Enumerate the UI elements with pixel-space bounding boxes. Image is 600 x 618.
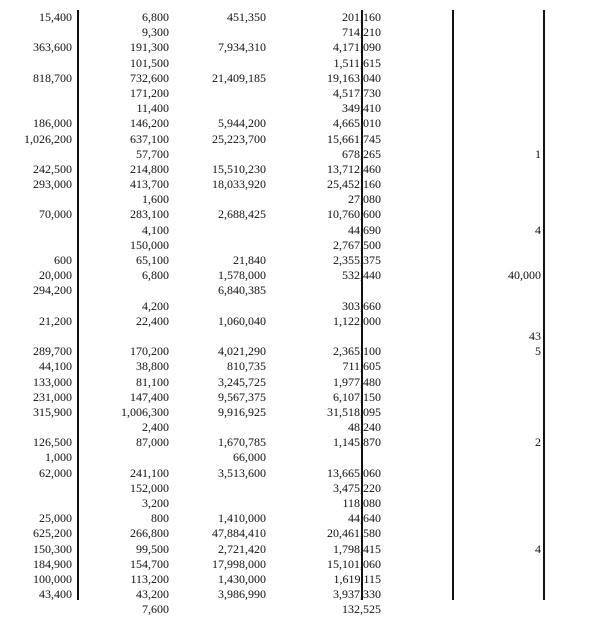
table-cell: 4,517,730 bbox=[333, 85, 381, 100]
table-row bbox=[0, 40, 600, 55]
table-row bbox=[0, 359, 600, 374]
table-cell: 113,200 bbox=[130, 571, 169, 586]
table-cell: 171,200 bbox=[130, 85, 169, 100]
table-cell: 9,300 bbox=[142, 25, 169, 40]
table-cell: 154,700 bbox=[130, 556, 169, 571]
table-cell: 1,798,415 bbox=[333, 541, 381, 556]
table-cell: 81,100 bbox=[136, 374, 169, 389]
table-row bbox=[0, 147, 600, 162]
table-cell: 2 bbox=[535, 435, 541, 450]
table-cell: 1,006,300 bbox=[121, 404, 169, 419]
table-cell: 44,100 bbox=[39, 359, 72, 374]
table-cell: 13,712,460 bbox=[327, 161, 381, 176]
table-row bbox=[0, 56, 600, 71]
table-cell: 231,000 bbox=[33, 389, 72, 404]
table-row bbox=[0, 405, 600, 420]
table-cell: 21,840 bbox=[233, 253, 266, 267]
table-cell: 9,567,375 bbox=[218, 389, 266, 404]
table-cell: 241,100 bbox=[130, 465, 169, 480]
table-cell: 3,513,600 bbox=[218, 465, 266, 480]
table-row bbox=[0, 177, 600, 192]
table-row bbox=[0, 435, 600, 450]
table-cell: 532,440 bbox=[342, 268, 381, 283]
table-cell: 315,900 bbox=[33, 404, 72, 419]
table-cell: 15,400 bbox=[39, 10, 72, 24]
table-cell: 363,600 bbox=[33, 40, 72, 55]
table-cell: 3,200 bbox=[142, 496, 169, 510]
table-cell: 147,400 bbox=[130, 389, 169, 404]
table-cell: 7,934,310 bbox=[218, 40, 266, 55]
table-cell: 21,409,185 bbox=[212, 70, 266, 85]
table-cell: 170,200 bbox=[130, 344, 169, 359]
table-cell: 150,000 bbox=[130, 237, 169, 252]
table-row bbox=[0, 25, 600, 40]
table-cell: 4 bbox=[535, 541, 541, 556]
table-row bbox=[0, 86, 600, 101]
table-cell: 20,000 bbox=[39, 268, 72, 283]
table-cell: 1,000 bbox=[45, 450, 72, 465]
table-cell: 150,300 bbox=[33, 541, 72, 556]
table-cell: 21,200 bbox=[39, 313, 72, 328]
table-cell: 191,300 bbox=[130, 40, 169, 55]
table-cell: 678,265 bbox=[342, 146, 381, 161]
table-cell: 13,665,060 bbox=[327, 465, 381, 480]
table-cell: 15,101,060 bbox=[327, 556, 381, 571]
table-cell: 3,937,330 bbox=[333, 587, 381, 602]
table-row bbox=[0, 450, 600, 465]
table-row bbox=[0, 587, 600, 602]
table-cell: 349,410 bbox=[342, 101, 381, 116]
table-cell: 70,000 bbox=[39, 207, 72, 222]
table-cell: 4,100 bbox=[142, 222, 169, 237]
table-cell: 25,000 bbox=[39, 511, 72, 526]
table-cell: 1,511,615 bbox=[333, 55, 381, 70]
table-cell: 40,000 bbox=[508, 268, 541, 283]
table-cell: 65,100 bbox=[136, 253, 169, 267]
table-cell: 637,100 bbox=[130, 131, 169, 146]
table-cell: 714,210 bbox=[342, 25, 381, 40]
table-row bbox=[0, 10, 600, 25]
table-row bbox=[0, 299, 600, 314]
table-row bbox=[0, 253, 600, 268]
table-cell: 5,944,200 bbox=[218, 116, 266, 131]
table-cell: 3,475,220 bbox=[333, 480, 381, 495]
table-cell: 818,700 bbox=[33, 70, 72, 85]
table-cell: 800 bbox=[151, 511, 169, 526]
table-cell: 100,000 bbox=[33, 571, 72, 586]
table-cell: 66,000 bbox=[233, 450, 266, 465]
table-row bbox=[0, 390, 600, 405]
table-cell: 6,840,385 bbox=[218, 283, 266, 298]
table-cell: 1 bbox=[535, 146, 541, 161]
table-cell: 214,800 bbox=[130, 161, 169, 176]
table-cell: 57,700 bbox=[136, 146, 169, 161]
table-row bbox=[0, 329, 600, 344]
table-cell: 152,000 bbox=[130, 480, 169, 495]
table-row bbox=[0, 481, 600, 496]
table-cell: 6,800 bbox=[142, 268, 169, 283]
table-cell: 146,200 bbox=[130, 116, 169, 131]
table-cell: 1,600 bbox=[142, 192, 169, 207]
table-cell: 2,767,500 bbox=[333, 237, 381, 252]
table-cell: 294,200 bbox=[33, 283, 72, 298]
table-cell: 10,760,600 bbox=[327, 207, 381, 222]
table-cell: 126,500 bbox=[33, 435, 72, 450]
table-cell: 25,452,160 bbox=[327, 177, 381, 192]
table-row bbox=[0, 192, 600, 207]
table-cell: 1,122,000 bbox=[333, 313, 381, 328]
table-cell: 48,240 bbox=[348, 420, 381, 435]
table-cell: 43 bbox=[529, 328, 541, 343]
table-cell: 2,721,420 bbox=[218, 541, 266, 556]
table-cell: 2,365,100 bbox=[333, 344, 381, 359]
table-cell: 1,430,000 bbox=[218, 571, 266, 586]
table-cell: 4 bbox=[535, 222, 541, 237]
table-cell: 451,350 bbox=[227, 10, 266, 24]
table-cell: 47,884,410 bbox=[212, 526, 266, 541]
table-row bbox=[0, 344, 600, 359]
table-cell: 1,619,115 bbox=[333, 571, 381, 586]
table-cell: 625,200 bbox=[33, 526, 72, 541]
table-row bbox=[0, 375, 600, 390]
table-cell: 2,688,425 bbox=[218, 207, 266, 222]
table-cell: 31,518,095 bbox=[327, 404, 381, 419]
table-cell: 293,000 bbox=[33, 177, 72, 192]
table-cell: 266,800 bbox=[130, 526, 169, 541]
table-cell: 43,200 bbox=[136, 587, 169, 602]
table-row bbox=[0, 420, 600, 435]
table-row bbox=[0, 116, 600, 131]
table-row bbox=[0, 238, 600, 253]
table-cell: 44,640 bbox=[348, 511, 381, 526]
table-cell: 3,986,990 bbox=[218, 587, 266, 602]
table-cell: 289,700 bbox=[33, 344, 72, 359]
table-row bbox=[0, 557, 600, 572]
table-row bbox=[0, 207, 600, 222]
table-cell: 4,200 bbox=[142, 298, 169, 313]
table-row bbox=[0, 101, 600, 116]
table-cell: 132,525 bbox=[342, 602, 381, 617]
table-cell: 1,578,000 bbox=[218, 268, 266, 283]
table-cell: 9,916,925 bbox=[218, 404, 266, 419]
table-cell: 44,690 bbox=[348, 222, 381, 237]
table-cell: 99,500 bbox=[136, 541, 169, 556]
table-cell: 15,510,230 bbox=[212, 161, 266, 176]
table-cell: 7,600 bbox=[142, 602, 169, 617]
table-cell: 600 bbox=[54, 253, 72, 267]
table-cell: 303,660 bbox=[342, 298, 381, 313]
table-row bbox=[0, 283, 600, 298]
table-cell: 201,160 bbox=[342, 10, 381, 24]
table-cell: 810,735 bbox=[227, 359, 266, 374]
table-cell: 1,977,480 bbox=[333, 374, 381, 389]
table-cell: 25,223,700 bbox=[212, 131, 266, 146]
table-cell: 1,145,870 bbox=[333, 435, 381, 450]
table-cell: 3,245,725 bbox=[218, 374, 266, 389]
table-cell: 133,000 bbox=[33, 374, 72, 389]
table-cell: 11,400 bbox=[136, 101, 169, 116]
table-cell: 118,080 bbox=[342, 496, 381, 510]
table-row bbox=[0, 496, 600, 511]
table-cell: 1,060,040 bbox=[218, 313, 266, 328]
table-cell: 242,500 bbox=[33, 161, 72, 176]
table-row bbox=[0, 542, 600, 557]
table-row bbox=[0, 162, 600, 177]
table-cell: 1,026,200 bbox=[24, 131, 72, 146]
ledger-table bbox=[0, 10, 600, 618]
table-row bbox=[0, 526, 600, 541]
table-cell: 2,400 bbox=[142, 420, 169, 435]
table-cell: 18,033,920 bbox=[212, 177, 266, 192]
table-cell: 6,800 bbox=[142, 10, 169, 24]
table-cell: 19,163,040 bbox=[327, 70, 381, 85]
table-row bbox=[0, 314, 600, 329]
table-row bbox=[0, 223, 600, 238]
table-cell: 62,000 bbox=[39, 465, 72, 480]
table-cell: 184,900 bbox=[33, 556, 72, 571]
table-cell: 711,605 bbox=[342, 359, 381, 374]
table-row bbox=[0, 466, 600, 481]
table-cell: 186,000 bbox=[33, 116, 72, 131]
table-row bbox=[0, 572, 600, 587]
table-cell: 101,500 bbox=[130, 55, 169, 70]
table-cell: 4,665,010 bbox=[333, 116, 381, 131]
table-cell: 413,700 bbox=[130, 177, 169, 192]
table-cell: 43,400 bbox=[39, 587, 72, 602]
table-row bbox=[0, 71, 600, 86]
table-cell: 27,080 bbox=[348, 192, 381, 207]
table-cell: 4,171,090 bbox=[333, 40, 381, 55]
table-row bbox=[0, 268, 600, 283]
table-cell: 38,800 bbox=[136, 359, 169, 374]
table-row bbox=[0, 602, 600, 617]
table-cell: 1,670,785 bbox=[218, 435, 266, 450]
table-cell: 20,461,580 bbox=[327, 526, 381, 541]
table-cell: 4,021,290 bbox=[218, 344, 266, 359]
table-cell: 732,600 bbox=[130, 70, 169, 85]
table-cell: 6,107,150 bbox=[333, 389, 381, 404]
table-cell: 5 bbox=[535, 344, 541, 359]
table-cell: 283,100 bbox=[130, 207, 169, 222]
table-cell: 17,998,000 bbox=[212, 556, 266, 571]
table-cell: 15,661,745 bbox=[327, 131, 381, 146]
table-row bbox=[0, 511, 600, 526]
table-row bbox=[0, 132, 600, 147]
table-cell: 1,410,000 bbox=[218, 511, 266, 526]
table-cell: 87,000 bbox=[136, 435, 169, 450]
table-cell: 2,355,375 bbox=[333, 253, 381, 267]
table-cell: 22,400 bbox=[136, 313, 169, 328]
